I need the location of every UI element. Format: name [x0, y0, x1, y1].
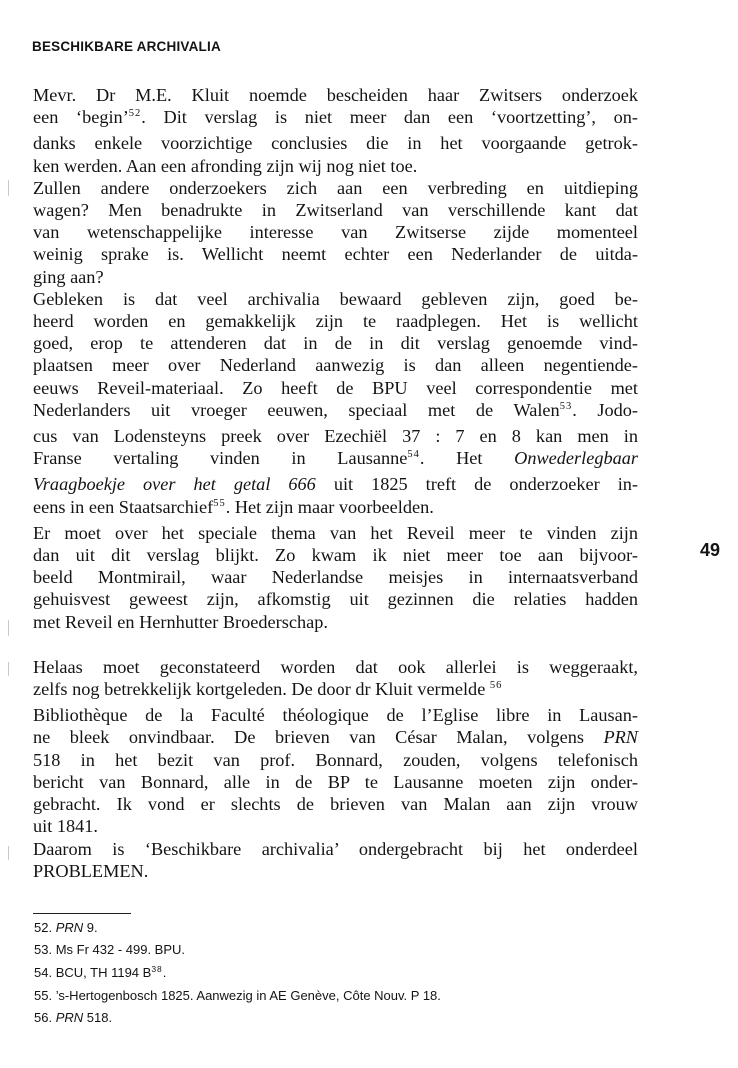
footnote-ref-56: 56	[489, 680, 503, 692]
body-line: uit 1841.	[33, 816, 99, 837]
footnote-55: 55. ’s-Hertogenbosch 1825. Aanwezig in AE Genève, Côte Nouv. P 18.	[34, 987, 441, 1003]
body-line: 518 in het bezit van prof. Bonnard, zouden, volgens telefonisch	[33, 749, 638, 770]
body-line: gehuisvest geweest zijn, afkomstig uit gezinnen die relaties hadden	[33, 589, 638, 610]
body-text	[33, 84, 638, 882]
body-line: Zullen andere onderzoekers zich aan een verbreding en uitdieping	[33, 177, 638, 198]
body-line: Vraagboekje over het getal 666 uit 1825 treft de onderzoeker in-	[33, 474, 638, 495]
body-line: Helaas moet geconstateerd worden dat ook allerlei is weggeraakt,	[33, 656, 638, 677]
body-line: van wetenschappelijke interesse van Zwitserse zijde momenteel	[33, 222, 638, 243]
page-number: 49	[700, 540, 721, 560]
body-line: ken werden. Aan een afronding zijn wij nog niet toe.	[33, 155, 418, 176]
body-line: Daarom is ‘Beschikbare archivalia’ ondergebracht bij het onderdeel	[33, 838, 638, 859]
footnotes	[34, 917, 441, 1029]
running-header: BESCHIKBARE ARCHIVALIA	[32, 39, 221, 54]
footnote-53: 53. Ms Fr 432 - 499. BPU.	[34, 942, 186, 958]
body-line: weinig sprake is. Wellicht neemt echter een Nederlander de uitda-	[33, 244, 638, 265]
body-line: met Reveil en Hernhutter Broederschap.	[33, 611, 328, 632]
body-line: wagen? Men benadrukte in Zwitserland van verschillende kant dat	[33, 200, 638, 221]
footnote-56: 56. PRN 518.	[34, 1010, 113, 1026]
body-line: gebracht. Ik vond er slechts de brieven van Malan aan zijn vrouw	[33, 794, 638, 815]
body-line: heerd worden en gemakkelijk zijn te raadplegen. Het is wellicht	[33, 311, 638, 332]
margin-mark	[8, 180, 9, 196]
body-line: Bibliothèque de la Faculté théologique de l’Eglise libre in Lausan-	[33, 705, 638, 726]
body-line: Mevr. Dr M.E. Kluit noemde bescheiden haar Zwitsers onderzoek	[33, 85, 638, 105]
body-line: goed, erop te attenderen dat in de in dit verslag genoemde vind-	[33, 333, 638, 354]
footnote-ref-55: 55	[213, 497, 226, 509]
body-line: een ‘begin’$^{52}$. Dit verslag is niet meer dan een ‘voortzetting’, on-	[33, 107, 639, 128]
body-line: PROBLEMEN.	[33, 860, 149, 881]
body-line: Nederlanders uit vroeger eeuwen, speciaal met de Walen$^{53}$. Jodo-	[33, 399, 638, 420]
body-line: ging aan?	[33, 266, 104, 287]
margin-mark	[8, 620, 9, 636]
footnote-54: 54. BCU, TH 1194 $B^{38}$.	[34, 963, 167, 980]
body-line: Er moet over het speciale thema van het Reveil meer te vinden zijn	[33, 522, 638, 543]
footnote-52: 52. PRN 9.	[34, 920, 98, 935]
footnote-ref-53: 53	[559, 400, 573, 412]
body-line: zelfs nog betrekkelijk kortgeleden. De door dr Kluit vermelde $^{56}$	[33, 679, 503, 700]
body-line: dan uit dit verslag blijkt. Zo kwam ik niet meer toe aan bijvoor-	[33, 545, 638, 566]
margin-mark	[8, 846, 9, 860]
footnote-ref-54: 54	[407, 449, 420, 461]
body-line: eens in een Staatsarchief$^{55}$. Het zijn maar voorbeelden.	[33, 496, 434, 517]
body-line: eeuws Reveil-materiaal. Zo heeft de BPU veel correspondentie met	[33, 377, 638, 398]
body-line: cus van Lodensteyns preek over Ezechiël 37 : 7 en 8 kan men in	[33, 426, 638, 447]
body-line: ne bleek onvindbaar. De brieven van César Malan, volgens PRN	[33, 727, 638, 748]
body-line: danks enkele voorzichtige conclusies die in het voorgaande getrok-	[33, 133, 638, 154]
body-line: beeld Montmirail, waar Nederlandse meisjes in internaatsverband	[33, 567, 638, 588]
footnote-ref-52: 52	[128, 108, 142, 120]
body-line: Franse vertaling vinden in Lausanne$^{54}$. Het Onwederlegbaar	[33, 448, 639, 469]
body-line: bericht van Bonnard, alle in de BP te Lausanne moeten zijn onder-	[33, 771, 638, 792]
margin-mark	[8, 662, 9, 676]
body-line: Gebleken is dat veel archivalia bewaard gebleven zijn, goed be-	[33, 288, 638, 309]
footnote-rule	[33, 913, 131, 914]
body-line: plaatsen meer over Nederland aanwezig is dan alleen negentiende-	[33, 355, 638, 376]
